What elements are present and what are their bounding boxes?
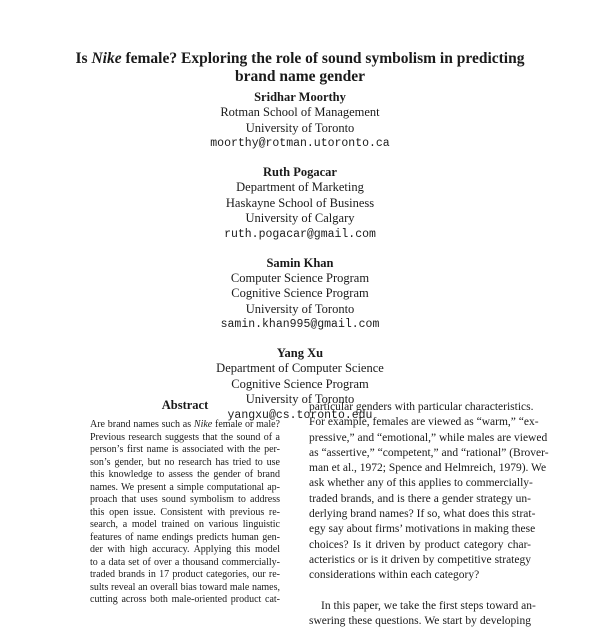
body-line: In this paper, we take the first steps toward an- [321, 599, 536, 612]
title-line2: brand name gender [234, 68, 366, 85]
author-email: samin.khan995@gmail.com [220, 318, 380, 331]
body-line: considerations within each category? [309, 569, 480, 582]
author-affiliation: University of Calgary [245, 211, 355, 225]
abstract-heading: Abstract [161, 398, 209, 412]
author-entry [100, 165, 500, 243]
abstract-italic-nike: Nike [193, 419, 213, 430]
paper-title [60, 50, 540, 86]
author-email: ruth.pogacar@gmail.com [224, 227, 376, 241]
body-line: ask whether any of this applies to commercially- [309, 477, 533, 490]
author-affiliation: Department of Computer Science [216, 361, 384, 375]
body-line: traded brands, and is there a gender strategy un- [309, 492, 531, 505]
body-line: man et al., 1972; Spence and Helmreich, 1979). We [309, 462, 547, 475]
abstract-line: der with high accuracy. Applying this model [90, 544, 280, 555]
abstract-line: to a data set of over a thousand commercially- [90, 556, 280, 568]
author-affiliation: University of Toronto [245, 301, 355, 316]
abstract-line: person’s first name is associated with the per- [90, 444, 280, 455]
abstract-line: traded brands in 17 product categories, our re- [90, 569, 280, 580]
author-affiliation: Rotman School of Management [220, 105, 380, 119]
body-text-column [309, 400, 549, 629]
body-line: pressive,” and “emotional,” while males are viewed [309, 431, 548, 444]
author-name: Yang Xu [276, 346, 324, 360]
title-line1-rest: female? Exploring the role of sound symbolism in predicting [121, 50, 525, 67]
abstract-text [90, 419, 280, 607]
author-block [100, 90, 500, 424]
paragraph-gap [309, 584, 531, 599]
author-affiliation: University of Toronto [245, 392, 355, 406]
abstract-line: this open issue. Consistent with previous re- [90, 506, 280, 518]
body-line: particular genders with particular characteristics. [309, 401, 534, 413]
abstract-line: Previous research suggests that the sound of a [90, 431, 280, 443]
body-line: egy say about firms’ motivations in making these [309, 523, 536, 536]
body-line: swering these questions. We start by developing [309, 614, 531, 627]
author-affiliation: Cognitive Science Program [231, 376, 369, 391]
abstract-line: cutting across both male-oriented product cat- [90, 594, 280, 605]
abstract-line: this knowledge to assess the gender of brand [90, 469, 280, 480]
body-line: acteristics or is it driven by competitive strategy [309, 553, 531, 566]
abstract-line: search, a model trained on various linguistic [90, 519, 280, 530]
author-name: Samin Khan [266, 255, 334, 270]
author-name: Ruth Pogacar [263, 165, 337, 179]
abstract-line: sults reveal an overall bias toward male names, [90, 581, 280, 593]
author-affiliation: Department of Marketing [236, 180, 364, 194]
abstract-line: names. We present a simple computational ap- [90, 481, 280, 493]
body-line: derlying brand names? If so, what does this strat- [309, 508, 536, 521]
abstract-line: proach that uses sound symbolism to address [90, 494, 280, 505]
author-affiliation: University of Toronto [245, 120, 355, 135]
author-entry [100, 90, 500, 152]
body-line: choices? Is it driven by product category char- [309, 538, 531, 551]
title-prefix: Is [75, 50, 92, 67]
author-entry [100, 256, 500, 334]
abstract-line: Are brand names such as Nike female or male? [90, 419, 280, 430]
abstract-line: son’s gender, but no research has tried to use [90, 456, 280, 468]
author-email: yangxu@cs.toronto.edu [227, 408, 373, 422]
title-italic: Nike [91, 50, 122, 67]
abstract-line: features of name endings predicts human gen- [90, 531, 280, 543]
author-affiliation: Computer Science Program [230, 270, 370, 285]
body-line: as “assertive,” “competent,” and “rational” (Brover- [309, 446, 549, 459]
author-email: moorthy@rotman.utoronto.ca [210, 137, 390, 150]
author-affiliation: Haskayne School of Business [225, 195, 375, 210]
author-name: Sridhar Moorthy [254, 90, 346, 104]
body-line: For example, females are viewed as “warm,” “ex- [309, 416, 539, 429]
author-affiliation: Cognitive Science Program [231, 286, 369, 300]
